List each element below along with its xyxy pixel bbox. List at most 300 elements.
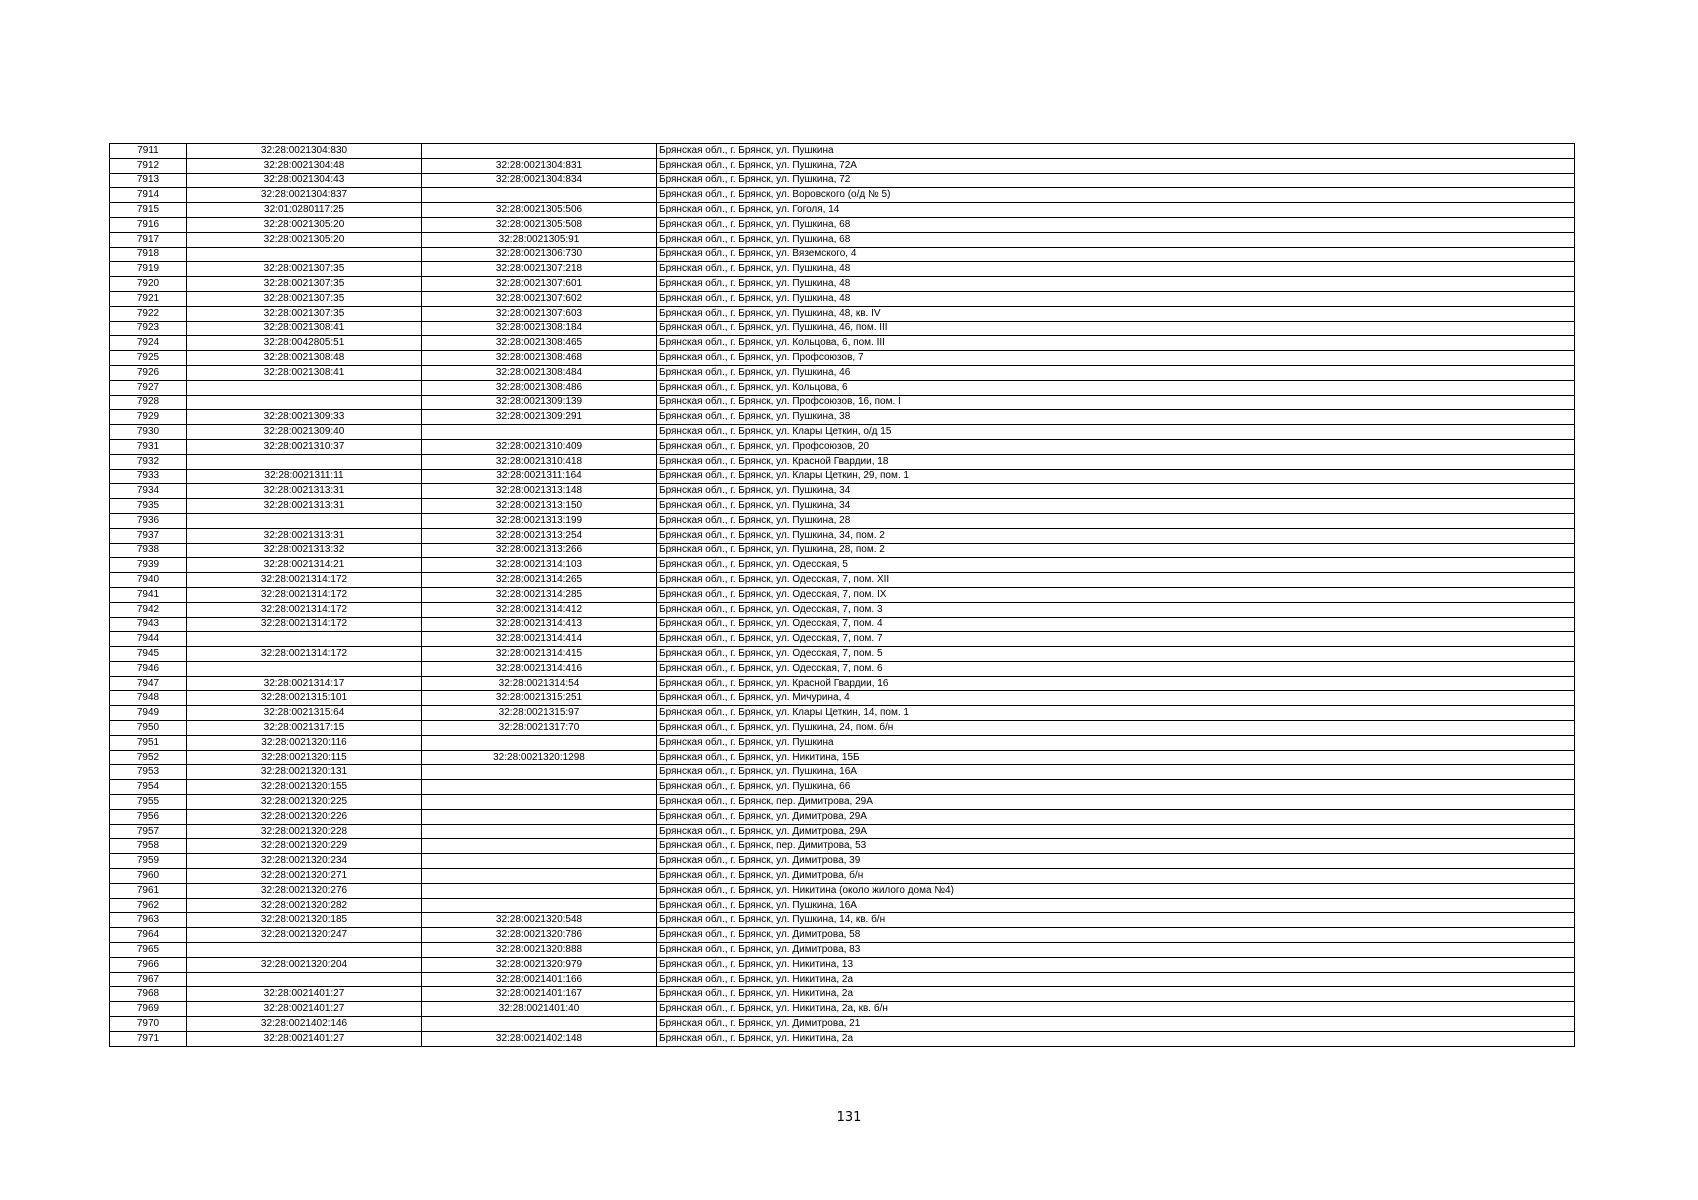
address-cell: Брянская обл., г. Брянск, ул. Пушкина, 46, пом. III xyxy=(657,321,1575,336)
object-cadastral-number-cell: 32:28:0021307:601 xyxy=(422,277,657,292)
table-row xyxy=(110,943,1575,958)
row-number-cell: 7971 xyxy=(110,1031,187,1046)
land-cadastral-number-cell: 32:28:0021320:155 xyxy=(187,780,422,795)
land-cadastral-number-cell: 32:28:0021314:21 xyxy=(187,558,422,573)
table-row xyxy=(110,558,1575,573)
row-number-cell: 7940 xyxy=(110,573,187,588)
table-row xyxy=(110,410,1575,425)
land-cadastral-number-cell: 32:28:0021315:101 xyxy=(187,691,422,706)
land-cadastral-number-cell: 32:28:0021304:830 xyxy=(187,144,422,159)
table-row xyxy=(110,262,1575,277)
address-cell: Брянская обл., г. Брянск, ул. Пушкина, 48 xyxy=(657,291,1575,306)
row-number-cell: 7934 xyxy=(110,484,187,499)
address-cell: Брянская обл., г. Брянск, ул. Клары Цеткин, о/д 15 xyxy=(657,425,1575,440)
object-cadastral-number-cell: 32:28:0021314:265 xyxy=(422,573,657,588)
row-number-cell: 7939 xyxy=(110,558,187,573)
land-cadastral-number-cell: 32:28:0021304:43 xyxy=(187,173,422,188)
land-cadastral-number-cell: 32:28:0021317:15 xyxy=(187,721,422,736)
address-cell: Брянская обл., г. Брянск, ул. Димитрова, 29А xyxy=(657,809,1575,824)
table-row xyxy=(110,439,1575,454)
table-row xyxy=(110,898,1575,913)
object-cadastral-number-cell xyxy=(422,869,657,884)
address-cell: Брянская обл., г. Брянск, ул. Пушкина, 68 xyxy=(657,232,1575,247)
table-row xyxy=(110,247,1575,262)
table-row xyxy=(110,336,1575,351)
land-cadastral-number-cell xyxy=(187,380,422,395)
address-cell: Брянская обл., г. Брянск, ул. Пушкина, 34, пом. 2 xyxy=(657,528,1575,543)
row-number-cell: 7964 xyxy=(110,928,187,943)
address-cell: Брянская обл., г. Брянск, ул. Никитина, 2а xyxy=(657,987,1575,1002)
land-cadastral-number-cell: 32:28:0021305:20 xyxy=(187,232,422,247)
row-number-cell: 7959 xyxy=(110,854,187,869)
cadastral-table xyxy=(109,143,1575,1047)
table-row xyxy=(110,869,1575,884)
address-cell: Брянская обл., г. Брянск, ул. Одесская, 7, пом. XII xyxy=(657,573,1575,588)
land-cadastral-number-cell: 32:28:0021320:185 xyxy=(187,913,422,928)
table-row xyxy=(110,661,1575,676)
land-cadastral-number-cell: 32:28:0021314:172 xyxy=(187,587,422,602)
table-row xyxy=(110,735,1575,750)
land-cadastral-number-cell: 32:28:0021307:35 xyxy=(187,262,422,277)
land-cadastral-number-cell: 32:28:0021320:276 xyxy=(187,883,422,898)
land-cadastral-number-cell xyxy=(187,247,422,262)
address-cell: Брянская обл., г. Брянск, ул. Пушкина xyxy=(657,735,1575,750)
address-cell: Брянская обл., г. Брянск, ул. Пушкина, 48, кв. IV xyxy=(657,306,1575,321)
address-cell: Брянская обл., г. Брянск, ул. Димитрова, 39 xyxy=(657,854,1575,869)
address-cell: Брянская обл., г. Брянск, ул. Воровского (о/д № 5) xyxy=(657,188,1575,203)
table-row xyxy=(110,721,1575,736)
address-cell: Брянская обл., г. Брянск, ул. Мичурина, 4 xyxy=(657,691,1575,706)
object-cadastral-number-cell: 32:28:0021313:148 xyxy=(422,484,657,499)
object-cadastral-number-cell: 32:28:0021310:409 xyxy=(422,439,657,454)
object-cadastral-number-cell xyxy=(422,824,657,839)
address-cell: Брянская обл., г. Брянск, ул. Пушкина, 14, кв. б/н xyxy=(657,913,1575,928)
land-cadastral-number-cell: 32:28:0021314:17 xyxy=(187,676,422,691)
row-number-cell: 7931 xyxy=(110,439,187,454)
row-number-cell: 7957 xyxy=(110,824,187,839)
object-cadastral-number-cell: 32:28:0021315:251 xyxy=(422,691,657,706)
row-number-cell: 7916 xyxy=(110,217,187,232)
object-cadastral-number-cell: 32:28:0021310:418 xyxy=(422,454,657,469)
land-cadastral-number-cell: 32:28:0021308:48 xyxy=(187,351,422,366)
land-cadastral-number-cell: 32:28:0042805:51 xyxy=(187,336,422,351)
row-number-cell: 7914 xyxy=(110,188,187,203)
table-row xyxy=(110,513,1575,528)
row-number-cell: 7944 xyxy=(110,632,187,647)
table-row xyxy=(110,291,1575,306)
table-row xyxy=(110,1002,1575,1017)
address-cell: Брянская обл., г. Брянск, ул. Димитрова, 58 xyxy=(657,928,1575,943)
row-number-cell: 7920 xyxy=(110,277,187,292)
row-number-cell: 7935 xyxy=(110,499,187,514)
row-number-cell: 7952 xyxy=(110,750,187,765)
address-cell: Брянская обл., г. Брянск, ул. Одесская, 7, пом. 6 xyxy=(657,661,1575,676)
object-cadastral-number-cell: 32:28:0021308:484 xyxy=(422,365,657,380)
object-cadastral-number-cell: 32:28:0021320:888 xyxy=(422,943,657,958)
table-row xyxy=(110,543,1575,558)
row-number-cell: 7919 xyxy=(110,262,187,277)
address-cell: Брянская обл., г. Брянск, ул. Вяземского, 4 xyxy=(657,247,1575,262)
row-number-cell: 7951 xyxy=(110,735,187,750)
object-cadastral-number-cell: 32:28:0021314:413 xyxy=(422,617,657,632)
address-cell: Брянская обл., г. Брянск, ул. Никитина, 2а xyxy=(657,972,1575,987)
table-row xyxy=(110,1031,1575,1046)
land-cadastral-number-cell: 32:28:0021320:116 xyxy=(187,735,422,750)
address-cell: Брянская обл., г. Брянск, ул. Одесская, 7, пом. 3 xyxy=(657,602,1575,617)
object-cadastral-number-cell: 32:28:0021307:603 xyxy=(422,306,657,321)
address-cell: Брянская обл., г. Брянск, ул. Красной Гвардии, 16 xyxy=(657,676,1575,691)
land-cadastral-number-cell: 32:28:0021314:172 xyxy=(187,647,422,662)
row-number-cell: 7945 xyxy=(110,647,187,662)
row-number-cell: 7921 xyxy=(110,291,187,306)
address-cell: Брянская обл., г. Брянск, ул. Никитина, 15Б xyxy=(657,750,1575,765)
row-number-cell: 7969 xyxy=(110,1002,187,1017)
page-number: 131 xyxy=(836,1110,862,1125)
table-row xyxy=(110,972,1575,987)
row-number-cell: 7928 xyxy=(110,395,187,410)
object-cadastral-number-cell: 32:28:0021401:167 xyxy=(422,987,657,1002)
land-cadastral-number-cell: 32:28:0021320:115 xyxy=(187,750,422,765)
address-cell: Брянская обл., г. Брянск, ул. Пушкина, 72 xyxy=(657,173,1575,188)
table-row xyxy=(110,602,1575,617)
address-cell: Брянская обл., г. Брянск, ул. Кольцова, 6, пом. III xyxy=(657,336,1575,351)
address-cell: Брянская обл., г. Брянск, ул. Никитина, 13 xyxy=(657,957,1575,972)
object-cadastral-number-cell: 32:28:0021314:412 xyxy=(422,602,657,617)
row-number-cell: 7956 xyxy=(110,809,187,824)
object-cadastral-number-cell xyxy=(422,144,657,159)
address-cell: Брянская обл., г. Брянск, ул. Профсоюзов, 7 xyxy=(657,351,1575,366)
object-cadastral-number-cell xyxy=(422,809,657,824)
object-cadastral-number-cell xyxy=(422,795,657,810)
land-cadastral-number-cell xyxy=(187,972,422,987)
table-row xyxy=(110,425,1575,440)
row-number-cell: 7970 xyxy=(110,1017,187,1032)
land-cadastral-number-cell: 32:28:0021313:31 xyxy=(187,484,422,499)
land-cadastral-number-cell xyxy=(187,632,422,647)
row-number-cell: 7953 xyxy=(110,765,187,780)
object-cadastral-number-cell: 32:28:0021314:285 xyxy=(422,587,657,602)
table-row xyxy=(110,928,1575,943)
land-cadastral-number-cell xyxy=(187,395,422,410)
address-cell: Брянская обл., г. Брянск, ул. Димитрова, 29А xyxy=(657,824,1575,839)
row-number-cell: 7924 xyxy=(110,336,187,351)
table-row xyxy=(110,380,1575,395)
address-cell: Брянская обл., г. Брянск, ул. Одесская, 7, пом. 5 xyxy=(657,647,1575,662)
table-row xyxy=(110,277,1575,292)
object-cadastral-number-cell: 32:28:0021314:54 xyxy=(422,676,657,691)
land-cadastral-number-cell: 32:28:0021304:837 xyxy=(187,188,422,203)
land-cadastral-number-cell xyxy=(187,661,422,676)
land-cadastral-number-cell: 32:28:0021320:234 xyxy=(187,854,422,869)
address-cell: Брянская обл., г. Брянск, ул. Одесская, 7, пом. 7 xyxy=(657,632,1575,647)
object-cadastral-number-cell: 32:28:0021308:468 xyxy=(422,351,657,366)
object-cadastral-number-cell: 32:28:0021320:548 xyxy=(422,913,657,928)
row-number-cell: 7942 xyxy=(110,602,187,617)
address-cell: Брянская обл., г. Брянск, ул. Пушкина, 38 xyxy=(657,410,1575,425)
table-row xyxy=(110,795,1575,810)
table-row xyxy=(110,839,1575,854)
table-body xyxy=(110,144,1575,1047)
object-cadastral-number-cell: 32:28:0021313:266 xyxy=(422,543,657,558)
object-cadastral-number-cell: 32:28:0021320:786 xyxy=(422,928,657,943)
table-row xyxy=(110,454,1575,469)
table-row xyxy=(110,647,1575,662)
row-number-cell: 7946 xyxy=(110,661,187,676)
table-row xyxy=(110,528,1575,543)
object-cadastral-number-cell: 32:28:0021314:103 xyxy=(422,558,657,573)
object-cadastral-number-cell: 32:28:0021311:164 xyxy=(422,469,657,484)
address-cell: Брянская обл., г. Брянск, ул. Пушкина, 68 xyxy=(657,217,1575,232)
table-row xyxy=(110,573,1575,588)
table-row xyxy=(110,854,1575,869)
land-cadastral-number-cell: 32:28:0021314:172 xyxy=(187,617,422,632)
row-number-cell: 7941 xyxy=(110,587,187,602)
table-row xyxy=(110,306,1575,321)
row-number-cell: 7960 xyxy=(110,869,187,884)
object-cadastral-number-cell xyxy=(422,1017,657,1032)
land-cadastral-number-cell: 32:28:0021320:229 xyxy=(187,839,422,854)
table-row xyxy=(110,232,1575,247)
object-cadastral-number-cell: 32:28:0021313:199 xyxy=(422,513,657,528)
land-cadastral-number-cell: 32:28:0021320:204 xyxy=(187,957,422,972)
row-number-cell: 7958 xyxy=(110,839,187,854)
object-cadastral-number-cell: 32:28:0021305:91 xyxy=(422,232,657,247)
object-cadastral-number-cell: 32:28:0021308:184 xyxy=(422,321,657,336)
row-number-cell: 7911 xyxy=(110,144,187,159)
object-cadastral-number-cell xyxy=(422,898,657,913)
address-cell: Брянская обл., г. Брянск, ул. Пушкина xyxy=(657,144,1575,159)
table-row xyxy=(110,469,1575,484)
address-cell: Брянская обл., г. Брянск, пер. Димитрова, 53 xyxy=(657,839,1575,854)
row-number-cell: 7912 xyxy=(110,158,187,173)
table-row xyxy=(110,617,1575,632)
land-cadastral-number-cell: 32:28:0021307:35 xyxy=(187,277,422,292)
land-cadastral-number-cell xyxy=(187,454,422,469)
object-cadastral-number-cell: 32:28:0021308:465 xyxy=(422,336,657,351)
table-row xyxy=(110,321,1575,336)
object-cadastral-number-cell: 32:28:0021304:831 xyxy=(422,158,657,173)
address-cell: Брянская обл., г. Брянск, ул. Профсоюзов, 16, пом. I xyxy=(657,395,1575,410)
address-cell: Брянская обл., г. Брянск, ул. Пушкина, 34 xyxy=(657,484,1575,499)
object-cadastral-number-cell: 32:28:0021307:602 xyxy=(422,291,657,306)
land-cadastral-number-cell: 32:28:0021402:146 xyxy=(187,1017,422,1032)
row-number-cell: 7955 xyxy=(110,795,187,810)
table-row xyxy=(110,706,1575,721)
object-cadastral-number-cell: 32:28:0021307:218 xyxy=(422,262,657,277)
row-number-cell: 7954 xyxy=(110,780,187,795)
table-row xyxy=(110,158,1575,173)
row-number-cell: 7965 xyxy=(110,943,187,958)
address-cell: Брянская обл., г. Брянск, ул. Пушкина, 48 xyxy=(657,262,1575,277)
object-cadastral-number-cell: 32:28:0021306:730 xyxy=(422,247,657,262)
address-cell: Брянская обл., г. Брянск, ул. Пушкина, 28, пом. 2 xyxy=(657,543,1575,558)
table-row xyxy=(110,395,1575,410)
table-row xyxy=(110,987,1575,1002)
address-cell: Брянская обл., г. Брянск, ул. Пушкина, 72А xyxy=(657,158,1575,173)
table-row xyxy=(110,365,1575,380)
address-cell: Брянская обл., г. Брянск, ул. Красной Гвардии, 18 xyxy=(657,454,1575,469)
table-row xyxy=(110,780,1575,795)
address-cell: Брянская обл., г. Брянск, ул. Кольцова, 6 xyxy=(657,380,1575,395)
object-cadastral-number-cell: 32:28:0021314:416 xyxy=(422,661,657,676)
land-cadastral-number-cell: 32:28:0021320:282 xyxy=(187,898,422,913)
object-cadastral-number-cell: 32:28:0021313:254 xyxy=(422,528,657,543)
land-cadastral-number-cell: 32:28:0021309:40 xyxy=(187,425,422,440)
address-cell: Брянская обл., г. Брянск, ул. Димитрова, 21 xyxy=(657,1017,1575,1032)
address-cell: Брянская обл., г. Брянск, ул. Одесская, 7, пом. IX xyxy=(657,587,1575,602)
land-cadastral-number-cell: 32:28:0021314:172 xyxy=(187,573,422,588)
table-row xyxy=(110,765,1575,780)
object-cadastral-number-cell: 32:28:0021313:150 xyxy=(422,499,657,514)
row-number-cell: 7917 xyxy=(110,232,187,247)
object-cadastral-number-cell xyxy=(422,854,657,869)
row-number-cell: 7925 xyxy=(110,351,187,366)
land-cadastral-number-cell: 32:28:0021314:172 xyxy=(187,602,422,617)
row-number-cell: 7948 xyxy=(110,691,187,706)
table-row xyxy=(110,691,1575,706)
land-cadastral-number-cell: 32:01:0280117:25 xyxy=(187,203,422,218)
land-cadastral-number-cell: 32:28:0021304:48 xyxy=(187,158,422,173)
address-cell: Брянская обл., г. Брянск, ул. Пушкина, 48 xyxy=(657,277,1575,292)
object-cadastral-number-cell xyxy=(422,735,657,750)
table-row xyxy=(110,809,1575,824)
table-row xyxy=(110,188,1575,203)
table-row xyxy=(110,587,1575,602)
table-row xyxy=(110,632,1575,647)
row-number-cell: 7932 xyxy=(110,454,187,469)
land-cadastral-number-cell: 32:28:0021401:27 xyxy=(187,1031,422,1046)
address-cell: Брянская обл., г. Брянск, ул. Пушкина, 34 xyxy=(657,499,1575,514)
object-cadastral-number-cell: 32:28:0021308:486 xyxy=(422,380,657,395)
land-cadastral-number-cell: 32:28:0021320:225 xyxy=(187,795,422,810)
table-row xyxy=(110,676,1575,691)
address-cell: Брянская обл., г. Брянск, ул. Клары Цеткин, 29, пом. 1 xyxy=(657,469,1575,484)
land-cadastral-number-cell: 32:28:0021401:27 xyxy=(187,987,422,1002)
land-cadastral-number-cell: 32:28:0021308:41 xyxy=(187,321,422,336)
table-row xyxy=(110,957,1575,972)
land-cadastral-number-cell: 32:28:0021307:35 xyxy=(187,291,422,306)
row-number-cell: 7927 xyxy=(110,380,187,395)
table-row xyxy=(110,217,1575,232)
land-cadastral-number-cell: 32:28:0021308:41 xyxy=(187,365,422,380)
object-cadastral-number-cell: 32:28:0021309:139 xyxy=(422,395,657,410)
address-cell: Брянская обл., г. Брянск, ул. Клары Цеткин, 14, пом. 1 xyxy=(657,706,1575,721)
address-cell: Брянская обл., г. Брянск, ул. Пушкина, 16А xyxy=(657,898,1575,913)
table-row xyxy=(110,750,1575,765)
land-cadastral-number-cell: 32:28:0021320:271 xyxy=(187,869,422,884)
land-cadastral-number-cell: 32:28:0021313:31 xyxy=(187,499,422,514)
row-number-cell: 7933 xyxy=(110,469,187,484)
table-row xyxy=(110,484,1575,499)
table-row xyxy=(110,203,1575,218)
object-cadastral-number-cell: 32:28:0021314:415 xyxy=(422,647,657,662)
row-number-cell: 7966 xyxy=(110,957,187,972)
object-cadastral-number-cell: 32:28:0021320:1298 xyxy=(422,750,657,765)
object-cadastral-number-cell xyxy=(422,780,657,795)
object-cadastral-number-cell: 32:28:0021401:40 xyxy=(422,1002,657,1017)
address-cell: Брянская обл., г. Брянск, ул. Никитина (около жилого дома №4) xyxy=(657,883,1575,898)
table-row xyxy=(110,913,1575,928)
address-cell: Брянская обл., г. Брянск, ул. Одесская, 7, пом. 4 xyxy=(657,617,1575,632)
row-number-cell: 7961 xyxy=(110,883,187,898)
row-number-cell: 7937 xyxy=(110,528,187,543)
address-cell: Брянская обл., г. Брянск, ул. Пушкина, 66 xyxy=(657,780,1575,795)
address-cell: Брянская обл., г. Брянск, ул. Пушкина, 16А xyxy=(657,765,1575,780)
land-cadastral-number-cell: 32:28:0021309:33 xyxy=(187,410,422,425)
row-number-cell: 7918 xyxy=(110,247,187,262)
land-cadastral-number-cell: 32:28:0021305:20 xyxy=(187,217,422,232)
row-number-cell: 7968 xyxy=(110,987,187,1002)
row-number-cell: 7929 xyxy=(110,410,187,425)
table-row xyxy=(110,144,1575,159)
address-cell: Брянская обл., г. Брянск, ул. Никитина, 2а, кв. б/н xyxy=(657,1002,1575,1017)
row-number-cell: 7922 xyxy=(110,306,187,321)
object-cadastral-number-cell: 32:28:0021304:834 xyxy=(422,173,657,188)
land-cadastral-number-cell: 32:28:0021310:37 xyxy=(187,439,422,454)
row-number-cell: 7943 xyxy=(110,617,187,632)
object-cadastral-number-cell xyxy=(422,839,657,854)
land-cadastral-number-cell: 32:28:0021320:131 xyxy=(187,765,422,780)
land-cadastral-number-cell xyxy=(187,513,422,528)
address-cell: Брянская обл., г. Брянск, ул. Пушкина, 24, пом. б/н xyxy=(657,721,1575,736)
row-number-cell: 7930 xyxy=(110,425,187,440)
address-cell: Брянская обл., г. Брянск, ул. Димитрова, б/н xyxy=(657,869,1575,884)
table-row xyxy=(110,173,1575,188)
land-cadastral-number-cell: 32:28:0021320:247 xyxy=(187,928,422,943)
land-cadastral-number-cell: 32:28:0021311:11 xyxy=(187,469,422,484)
table-row xyxy=(110,499,1575,514)
object-cadastral-number-cell xyxy=(422,188,657,203)
object-cadastral-number-cell: 32:28:0021314:414 xyxy=(422,632,657,647)
land-cadastral-number-cell xyxy=(187,943,422,958)
object-cadastral-number-cell: 32:28:0021315:97 xyxy=(422,706,657,721)
row-number-cell: 7950 xyxy=(110,721,187,736)
object-cadastral-number-cell: 32:28:0021320:979 xyxy=(422,957,657,972)
land-cadastral-number-cell: 32:28:0021320:228 xyxy=(187,824,422,839)
row-number-cell: 7938 xyxy=(110,543,187,558)
table-row xyxy=(110,351,1575,366)
row-number-cell: 7947 xyxy=(110,676,187,691)
address-cell: Брянская обл., г. Брянск, ул. Пушкина, 28 xyxy=(657,513,1575,528)
address-cell: Брянская обл., г. Брянск, ул. Никитина, 2а xyxy=(657,1031,1575,1046)
object-cadastral-number-cell: 32:28:0021317:70 xyxy=(422,721,657,736)
land-cadastral-number-cell: 32:28:0021307:35 xyxy=(187,306,422,321)
land-cadastral-number-cell: 32:28:0021315:64 xyxy=(187,706,422,721)
row-number-cell: 7926 xyxy=(110,365,187,380)
object-cadastral-number-cell xyxy=(422,765,657,780)
row-number-cell: 7949 xyxy=(110,706,187,721)
object-cadastral-number-cell: 32:28:0021305:508 xyxy=(422,217,657,232)
address-cell: Брянская обл., г. Брянск, ул. Димитрова, 83 xyxy=(657,943,1575,958)
row-number-cell: 7913 xyxy=(110,173,187,188)
table-row xyxy=(110,824,1575,839)
row-number-cell: 7923 xyxy=(110,321,187,336)
address-cell: Брянская обл., г. Брянск, ул. Одесская, 5 xyxy=(657,558,1575,573)
land-cadastral-number-cell: 32:28:0021313:31 xyxy=(187,528,422,543)
object-cadastral-number-cell: 32:28:0021309:291 xyxy=(422,410,657,425)
row-number-cell: 7936 xyxy=(110,513,187,528)
object-cadastral-number-cell: 32:28:0021402:148 xyxy=(422,1031,657,1046)
object-cadastral-number-cell: 32:28:0021401:166 xyxy=(422,972,657,987)
table-row xyxy=(110,1017,1575,1032)
table-row xyxy=(110,883,1575,898)
address-cell: Брянская обл., г. Брянск, пер. Димитрова, 29А xyxy=(657,795,1575,810)
land-cadastral-number-cell: 32:28:0021313:32 xyxy=(187,543,422,558)
row-number-cell: 7967 xyxy=(110,972,187,987)
row-number-cell: 7963 xyxy=(110,913,187,928)
object-cadastral-number-cell: 32:28:0021305:506 xyxy=(422,203,657,218)
address-cell: Брянская обл., г. Брянск, ул. Пушкина, 46 xyxy=(657,365,1575,380)
